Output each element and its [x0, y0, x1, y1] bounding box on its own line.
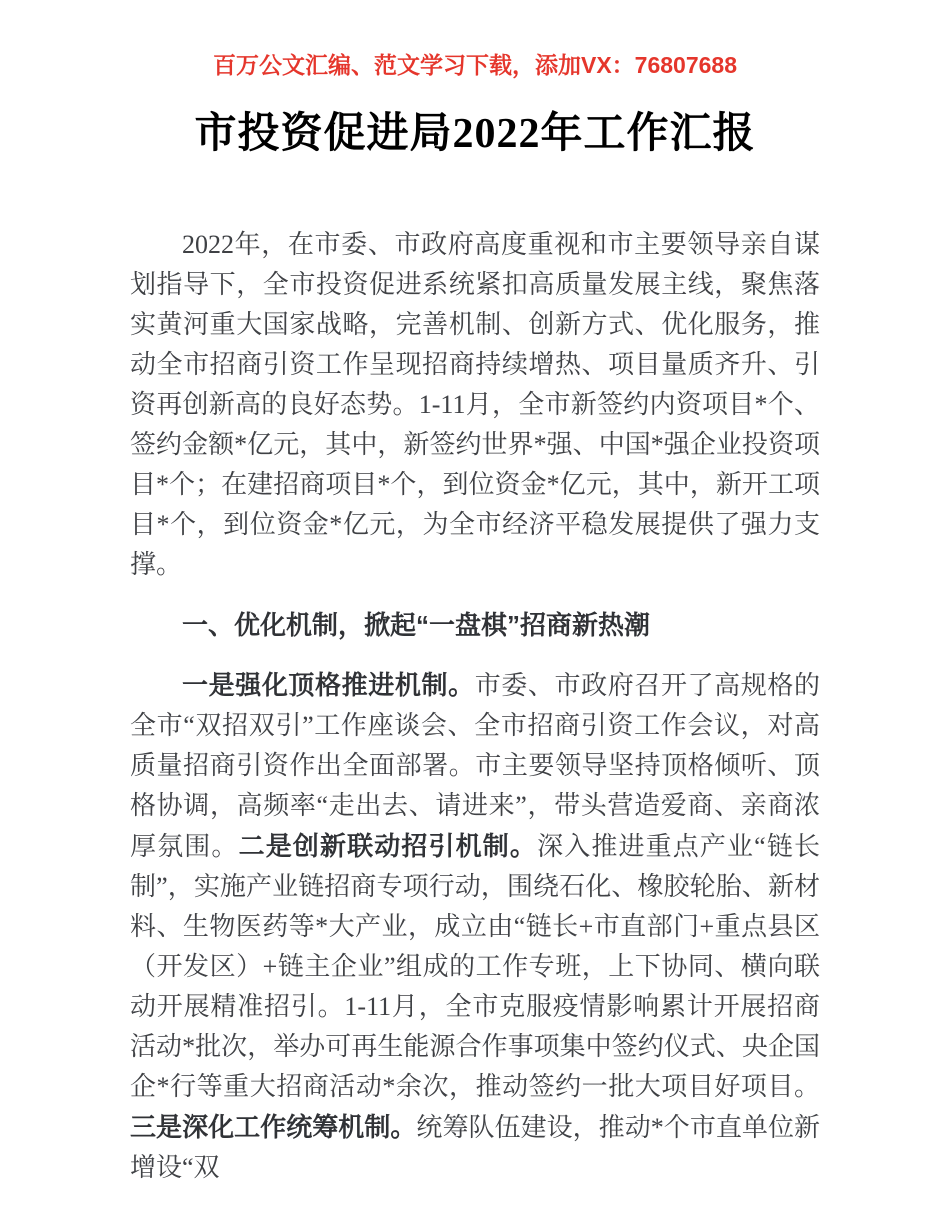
bold-run-third-point: 三是深化工作统筹机制。: [130, 1112, 417, 1142]
document-body: [130, 225, 820, 1188]
document-title: 市投资促进局2022年工作汇报: [194, 111, 756, 157]
text-run: 市委、市政府召开了高规格的全市“双招双引”工作座谈会、全市招商引资工作会议，对高质量招商引资作出全面部署。市主要领导坚持顶格倾听、顶格协调，高频率“走出去、请进来”，带头营造爱商、亲商浓厚氛围。: [130, 671, 820, 861]
bold-run-second-point: 二是创新联动招引机制。: [238, 831, 538, 861]
bold-run-first-point: 一是强化顶格推进机制。: [182, 670, 475, 700]
promo-banner: 百万公文汇编、范文学习下载，添加VX：76807688: [212, 52, 737, 78]
text-run: 统筹队伍建设，推动*个市直单位新增设“双: [130, 1113, 820, 1182]
section-heading-1: 一、优化机制，掀起“一盘棋”招商新热潮: [182, 610, 651, 640]
intro-paragraph: 2022年，在市委、市政府高度重视和市主要领导亲自谋划指导下，全市投资促进系统紧扣高质量发展主线，聚焦落实黄河重大国家战略，完善机制、创新方式、优化服务，推动全市招商引资工作呈现招商持续增热、项目量质齐升、引资再创新高的良好态势。1-11月，全市新签约内资项目*个、签约金额*亿元，其中，新签约世界*强、中国*强企业投资项目*个；在建招商项目*个，到位资金*亿元，其中，新开工项目*个，到位资金*亿元，为全市经济平稳发展提供了强力支撑。: [130, 230, 820, 579]
section-paragraph: [130, 665, 820, 1188]
text-run: 深入推进重点产业“链长制”，实施产业链招商专项行动，围绕石化、橡胶轮胎、新材料、生物医药等*大产业，成立由“链长+市直部门+重点县区（开发区）+链主企业”组成的工作专班，上下协同、横向联动开展精准招引。1-11月，全市克服疫情影响累计开展招商活动*批次，举办可再生能源合作事项集中签约仪式、央企国企*行等重大招商活动*余次，推动签约一批大项目好项目。: [130, 832, 820, 1101]
